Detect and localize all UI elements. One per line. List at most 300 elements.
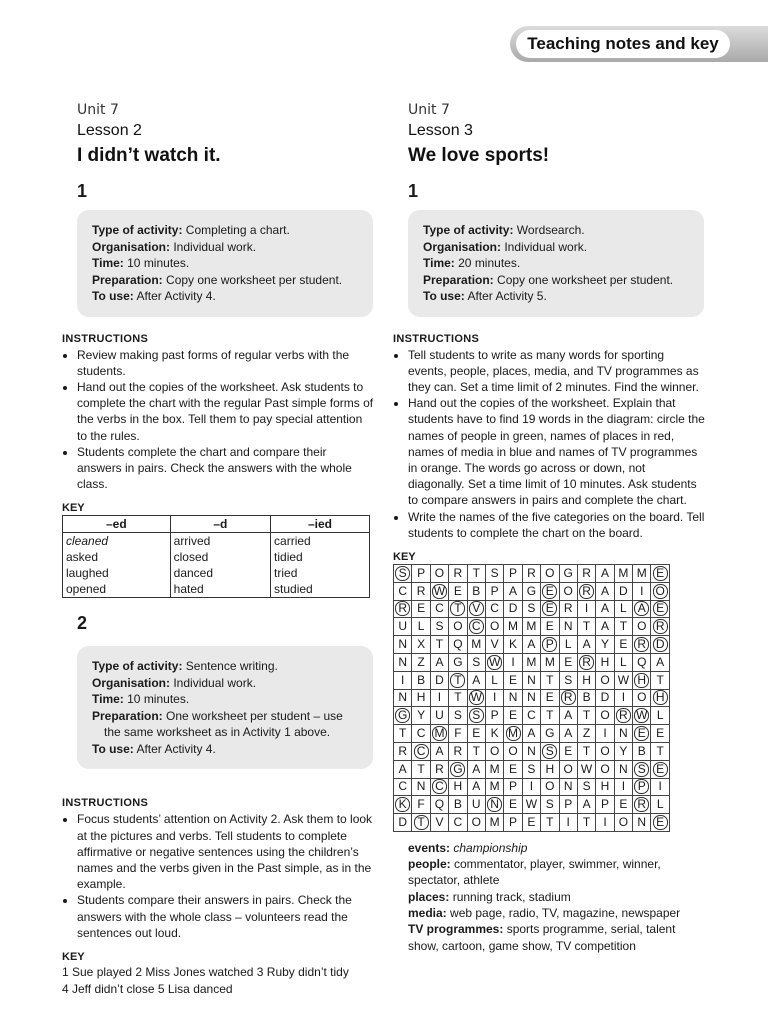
wordsearch-cell — [633, 796, 651, 814]
wordsearch-letter: L — [656, 797, 664, 812]
wordsearch-letter: E — [653, 566, 668, 581]
key-table-cell: asked — [63, 549, 171, 565]
key-answer-line: 4 Jeff didn’t close 5 Lisa danced — [62, 981, 233, 996]
wordsearch-cell — [522, 653, 540, 671]
wordsearch-cell — [651, 600, 669, 618]
info-row — [423, 288, 690, 305]
info-row — [423, 222, 690, 239]
wordsearch-cell — [504, 671, 522, 689]
wordsearch-letter: T — [450, 601, 465, 616]
wordsearch-row — [394, 796, 670, 814]
info-label: To use: — [423, 289, 465, 303]
wordsearch-letter: N — [398, 690, 408, 705]
wordsearch-letter: B — [453, 797, 462, 812]
wordsearch-letter: E — [417, 601, 426, 616]
info-label: Organisation: — [92, 675, 171, 690]
wordsearch-letter: O — [600, 761, 610, 776]
wordsearch-cell — [412, 653, 430, 671]
wordsearch-cell — [430, 814, 448, 832]
info-row — [423, 239, 690, 256]
wordsearch-cell — [504, 618, 522, 636]
wordsearch-cell — [430, 742, 448, 760]
answer-value: sports programme, serial, talent show, cartoon, game show, TV competition — [408, 922, 676, 953]
wordsearch-cell — [467, 653, 485, 671]
key-table-header: –ed — [63, 516, 171, 533]
wordsearch-letter: P — [490, 708, 499, 723]
wordsearch-cell — [485, 582, 503, 600]
wordsearch-letter: A — [472, 761, 481, 776]
key-heading: KEY — [62, 950, 85, 963]
wordsearch-letter: F — [417, 797, 425, 812]
wordsearch-cell — [577, 671, 595, 689]
wordsearch-cell — [541, 689, 559, 707]
wordsearch-letter: M — [508, 619, 519, 634]
wordsearch-letter: D — [600, 690, 610, 705]
wordsearch-cell — [522, 707, 540, 725]
wordsearch-letter: P — [564, 797, 573, 812]
wordsearch-cell — [394, 742, 412, 760]
wordsearch-cell — [633, 653, 651, 671]
wordsearch-cell — [412, 725, 430, 743]
wordsearch-letter: A — [398, 761, 407, 776]
wordsearch-letter: R — [582, 565, 591, 580]
wordsearch-cell — [412, 707, 430, 725]
wordsearch-letter: A — [527, 726, 536, 740]
wordsearch-letter: N — [416, 779, 426, 794]
wordsearch-cell — [614, 618, 632, 636]
wordsearch-cell — [651, 671, 669, 689]
wordsearch-row — [394, 564, 670, 582]
info-label: Organisation: — [423, 239, 502, 254]
wordsearch-letter: T — [582, 708, 591, 723]
wordsearch-letter: A — [600, 601, 609, 616]
info-label: Preparation: — [92, 272, 163, 287]
wordsearch-letter: T — [619, 619, 628, 634]
wordsearch-cell — [633, 689, 651, 707]
wordsearch-letter: G — [395, 708, 410, 723]
info-value: After Activity 4. — [133, 741, 216, 756]
wordsearch-cell — [596, 618, 614, 636]
wordsearch-cell — [467, 689, 485, 707]
info-label: Time: — [423, 256, 455, 270]
key-table-cell: cleaned — [63, 533, 171, 550]
wordsearch-cell — [504, 742, 522, 760]
wordsearch-row — [394, 618, 670, 636]
wordsearch-cell — [633, 582, 651, 600]
wordsearch-letter: M — [618, 565, 629, 580]
wordsearch-letter: A — [600, 583, 609, 598]
wordsearch-letter: T — [450, 673, 465, 688]
wordsearch-cell — [522, 725, 540, 743]
wordsearch-cell — [596, 778, 614, 796]
wordsearch-cell — [430, 796, 448, 814]
wordsearch-cell — [577, 796, 595, 814]
wordsearch-cell — [541, 600, 559, 618]
wordsearch-letter: E — [509, 797, 518, 812]
wordsearch-cell — [651, 760, 669, 778]
wordsearch-cell — [394, 636, 412, 654]
wordsearch-cell — [596, 564, 614, 582]
wordsearch-letter: C — [527, 708, 536, 723]
wordsearch-cell — [449, 796, 467, 814]
wordsearch-letter: M — [526, 619, 537, 634]
wordsearch-letter: A — [509, 583, 518, 598]
wordsearch-cell — [504, 725, 522, 743]
wordsearch-letter: O — [453, 619, 463, 634]
answer-row — [408, 856, 705, 889]
wordsearch-cell — [541, 707, 559, 725]
wordsearch-cell — [541, 671, 559, 689]
info-value: Individual work. — [170, 239, 257, 254]
wordsearch-cell — [577, 618, 595, 636]
wordsearch-letter: A — [634, 601, 649, 616]
wordsearch-letter: V — [435, 814, 444, 829]
wordsearch-letter: S — [472, 654, 481, 669]
wordsearch-cell — [614, 760, 632, 778]
wordsearch-cell — [577, 707, 595, 725]
wordsearch-letter: E — [653, 601, 668, 616]
wordsearch-letter: B — [417, 672, 426, 687]
wordsearch-letter: K — [509, 637, 518, 652]
wordsearch-cell — [651, 564, 669, 582]
wordsearch-cell — [412, 671, 430, 689]
wordsearch-letter: H — [416, 690, 426, 705]
wordsearch-cell — [394, 814, 412, 832]
wordsearch-letter: S — [435, 619, 444, 634]
wordsearch-cell — [467, 778, 485, 796]
info-row — [92, 691, 359, 708]
wordsearch-cell — [596, 707, 614, 725]
wordsearch-letter: T — [656, 672, 664, 687]
wordsearch-cell — [614, 796, 632, 814]
wordsearch-cell — [522, 796, 540, 814]
wordsearch-cell — [559, 618, 577, 636]
wordsearch-letter: M — [471, 637, 482, 652]
wordsearch-cell — [559, 707, 577, 725]
wordsearch-row — [394, 760, 670, 778]
wordsearch-cell — [504, 707, 522, 725]
wordsearch-letter: R — [616, 708, 631, 723]
wordsearch-cell — [541, 742, 559, 760]
wordsearch-cell — [559, 725, 577, 743]
wordsearch-letter: R — [634, 797, 649, 812]
key-table-cell: laughed — [63, 565, 171, 581]
wordsearch-cell — [485, 618, 503, 636]
wordsearch-letter: V — [490, 637, 499, 652]
wordsearch-letter: R — [435, 761, 444, 776]
wordsearch-letter: H — [634, 673, 649, 688]
wordsearch-cell — [449, 636, 467, 654]
wordsearch-letter: O — [618, 814, 629, 829]
wordsearch-cell — [467, 725, 485, 743]
wordsearch-letter: S — [634, 762, 649, 777]
wordsearch-letter: Z — [417, 654, 425, 669]
wordsearch-cell — [596, 742, 614, 760]
wordsearch-letter: X — [417, 637, 426, 652]
answer-label: media: — [408, 906, 447, 921]
wordsearch-cell — [522, 689, 540, 707]
wordsearch-letter: T — [582, 619, 591, 634]
wordsearch-cell — [430, 600, 448, 618]
wordsearch-letter: U — [435, 708, 444, 723]
wordsearch-letter: P — [417, 565, 426, 580]
wordsearch-cell — [596, 814, 614, 832]
instructions-heading: INSTRUCTIONS — [62, 797, 149, 810]
wordsearch-letter: I — [621, 779, 626, 794]
wordsearch-row — [394, 689, 670, 707]
wordsearch-cell — [430, 778, 448, 796]
wordsearch-cell — [651, 653, 669, 671]
wordsearch-letter: P — [542, 637, 557, 652]
instruction-item: • Students compare their answers in pairs. Check the answers with the whole class – volunteers read the sentences out loud. — [77, 892, 374, 941]
wordsearch-letter: E — [542, 584, 557, 599]
wordsearch-cell — [485, 778, 503, 796]
wordsearch-letter: R — [453, 565, 463, 580]
wordsearch-cell — [577, 636, 595, 654]
wordsearch-letter: A — [435, 654, 444, 669]
info-label: Preparation: — [92, 708, 163, 723]
page-header-title: Teaching notes and key — [516, 30, 730, 58]
wordsearch-letter: U — [398, 619, 408, 634]
wordsearch-letter: T — [546, 672, 554, 687]
wordsearch-letter: A — [564, 708, 573, 723]
wordsearch-letter: T — [414, 815, 429, 830]
wordsearch-letter: O — [600, 743, 610, 758]
wordsearch-letter: A — [564, 726, 573, 740]
info-value: After Activity 5. — [464, 289, 547, 303]
wordsearch-letter: H — [600, 779, 610, 794]
wordsearch-letter: W — [488, 654, 501, 669]
wordsearch-cell — [522, 636, 540, 654]
wordsearch-row — [394, 778, 670, 796]
wordsearch-letter: Z — [582, 726, 591, 740]
wordsearch-cell — [430, 760, 448, 778]
right-column — [393, 100, 705, 954]
wordsearch-cell — [467, 796, 485, 814]
wordsearch-cell — [449, 564, 467, 582]
wordsearch-cell — [614, 671, 632, 689]
wordsearch-cell — [577, 814, 595, 832]
wordsearch-cell — [449, 707, 467, 725]
wordsearch-cell — [504, 636, 522, 654]
wordsearch-letter: S — [542, 744, 557, 759]
wordsearch-letter: O — [563, 583, 573, 598]
wordsearch-cell — [449, 689, 467, 707]
lesson-title: I didn’t watch it. — [77, 145, 221, 166]
wordsearch-letter: D — [435, 672, 444, 687]
wordsearch-letter: G — [453, 654, 463, 669]
wordsearch-letter: I — [603, 814, 607, 829]
answer-value: championship — [450, 840, 528, 855]
wordsearch-cell — [430, 725, 448, 743]
wordsearch-letter: T — [472, 565, 480, 580]
wordsearch-cell — [430, 689, 448, 707]
answer-label: places: — [408, 889, 450, 904]
wordsearch-cell — [467, 636, 485, 654]
wordsearch-letter: C — [416, 726, 426, 740]
wordsearch-cell — [559, 564, 577, 582]
wordsearch-cell — [541, 778, 559, 796]
wordsearch-letter: O — [545, 565, 555, 580]
wordsearch-letter: N — [619, 726, 628, 740]
info-value: 10 minutes. — [123, 692, 190, 707]
wordsearch-cell — [614, 689, 632, 707]
wordsearch-cell — [596, 725, 614, 743]
wordsearch-letter: S — [564, 672, 573, 687]
wordsearch-cell — [485, 814, 503, 832]
wordsearch-cell — [596, 671, 614, 689]
activity-info-box — [77, 646, 373, 769]
wordsearch-cell — [394, 707, 412, 725]
wordsearch-cell — [559, 742, 577, 760]
wordsearch-letter: Q — [453, 637, 463, 652]
wordsearch-cell — [614, 653, 632, 671]
wordsearch-letter: I — [640, 583, 644, 598]
instruction-item: • Hand out the copies of the worksheet. Explain that students have to find 19 words in the diagram: circle the names of people in green, names of places in red, names of media in blue and names of TV programmes in orange. The words go across or down, not diagonally. Set a time limit of 10 minutes. Ask students to compare answers in pairs and complete the chart. — [408, 395, 705, 508]
wordsearch-letter: I — [621, 690, 626, 705]
key-table-row — [63, 565, 370, 581]
wordsearch-letter: S — [453, 708, 462, 723]
wordsearch-cell — [485, 760, 503, 778]
wordsearch-letter: I — [566, 814, 570, 829]
wordsearch-cell — [614, 707, 632, 725]
info-row — [92, 239, 359, 256]
wordsearch-letter: O — [600, 672, 610, 687]
info-value: 10 minutes. — [123, 256, 190, 270]
wordsearch-letter: U — [471, 797, 481, 812]
info-label: Preparation: — [423, 272, 494, 287]
wordsearch-cell — [394, 600, 412, 618]
wordsearch-letter: M — [489, 779, 500, 794]
wordsearch-letter: E — [545, 619, 554, 634]
answer-list — [408, 840, 705, 954]
wordsearch-cell — [504, 582, 522, 600]
wordsearch-letter: E — [527, 814, 536, 829]
wordsearch-letter: O — [489, 743, 500, 758]
wordsearch-cell — [614, 564, 632, 582]
wordsearch-letter: C — [398, 779, 408, 794]
wordsearch-letter: P — [509, 779, 518, 794]
instruction-item: • Write the names of the five categories on the board. Tell students to complete the chart on the board. — [408, 509, 705, 541]
wordsearch-cell — [522, 760, 540, 778]
wordsearch-letter: N — [508, 690, 518, 705]
wordsearch-cell — [522, 671, 540, 689]
wordsearch-cell — [651, 725, 669, 743]
wordsearch-letter: E — [509, 708, 518, 723]
wordsearch-letter: I — [401, 672, 405, 687]
wordsearch-letter: R — [395, 601, 410, 616]
wordsearch-letter: S — [527, 601, 536, 616]
wordsearch-cell — [559, 671, 577, 689]
wordsearch-cell — [485, 600, 503, 618]
info-row — [92, 741, 359, 758]
wordsearch-cell — [504, 564, 522, 582]
wordsearch-letter: A — [472, 779, 481, 794]
wordsearch-letter: N — [398, 637, 408, 652]
info-value: After Activity 4. — [133, 289, 216, 303]
wordsearch-cell — [430, 707, 448, 725]
wordsearch-row — [394, 600, 670, 618]
wordsearch-letter: T — [417, 761, 425, 776]
wordsearch-letter: O — [508, 743, 518, 758]
wordsearch-row — [394, 742, 670, 760]
answer-row — [408, 921, 705, 954]
key-heading: KEY — [393, 550, 416, 563]
instructions-list — [393, 347, 705, 541]
wordsearch-cell — [504, 796, 522, 814]
wordsearch-cell — [577, 760, 595, 778]
key-table-header: –d — [170, 516, 270, 533]
info-row — [423, 255, 690, 272]
wordsearch-cell — [412, 618, 430, 636]
wordsearch-letter: P — [634, 779, 649, 794]
wordsearch-cell — [394, 796, 412, 814]
wordsearch-letter: T — [435, 637, 444, 652]
wordsearch-row — [394, 814, 670, 832]
wordsearch-cell — [614, 725, 632, 743]
wordsearch-cell — [412, 636, 430, 654]
unit-label: Unit 7 — [408, 102, 450, 118]
key-table-cell: hated — [170, 581, 270, 598]
wordsearch-cell — [577, 564, 595, 582]
wordsearch-letter: N — [527, 672, 536, 687]
wordsearch-row — [394, 725, 670, 743]
info-label: Organisation: — [92, 239, 171, 254]
wordsearch-letter: A — [582, 797, 591, 812]
wordsearch-cell — [541, 796, 559, 814]
info-value: Copy one worksheet per student. — [162, 272, 343, 287]
key-table-cell: closed — [170, 549, 270, 565]
wordsearch-letter: E — [545, 690, 554, 705]
wordsearch-cell — [614, 778, 632, 796]
wordsearch-cell — [485, 653, 503, 671]
info-label: Time: — [92, 692, 124, 707]
wordsearch-letter: A — [472, 672, 481, 687]
wordsearch-cell — [467, 814, 485, 832]
wordsearch-cell — [651, 689, 669, 707]
answer-value: web page, radio, TV, magazine, newspaper — [446, 906, 681, 921]
wordsearch-cell — [577, 725, 595, 743]
wordsearch-letter: O — [545, 779, 555, 794]
wordsearch-row — [394, 707, 670, 725]
wordsearch-letter: R — [579, 584, 594, 599]
wordsearch-letter: G — [563, 565, 573, 580]
wordsearch-letter: G — [450, 762, 465, 777]
section-number: 1 — [77, 181, 88, 201]
wordsearch-letter: E — [509, 761, 518, 776]
wordsearch-cell — [504, 778, 522, 796]
wordsearch-letter: A — [600, 619, 609, 634]
info-row — [92, 222, 359, 239]
wordsearch-letter: N — [619, 761, 628, 776]
wordsearch-row — [394, 636, 670, 654]
wordsearch-cell — [467, 600, 485, 618]
wordsearch-cell — [559, 600, 577, 618]
key-table-cell: carried — [271, 533, 370, 550]
wordsearch-letter: S — [490, 565, 499, 580]
wordsearch-letter: M — [636, 565, 647, 580]
wordsearch-cell — [522, 618, 540, 636]
wordsearch-letter: T — [472, 743, 480, 758]
wordsearch-cell — [596, 760, 614, 778]
wordsearch-letter: N — [487, 797, 502, 812]
wordsearch-letter: R — [453, 743, 463, 758]
wordsearch-cell — [449, 618, 467, 636]
wordsearch-letter: I — [529, 779, 534, 794]
wordsearch-cell — [412, 796, 430, 814]
wordsearch-cell — [633, 778, 651, 796]
wordsearch-letter: O — [489, 619, 500, 634]
